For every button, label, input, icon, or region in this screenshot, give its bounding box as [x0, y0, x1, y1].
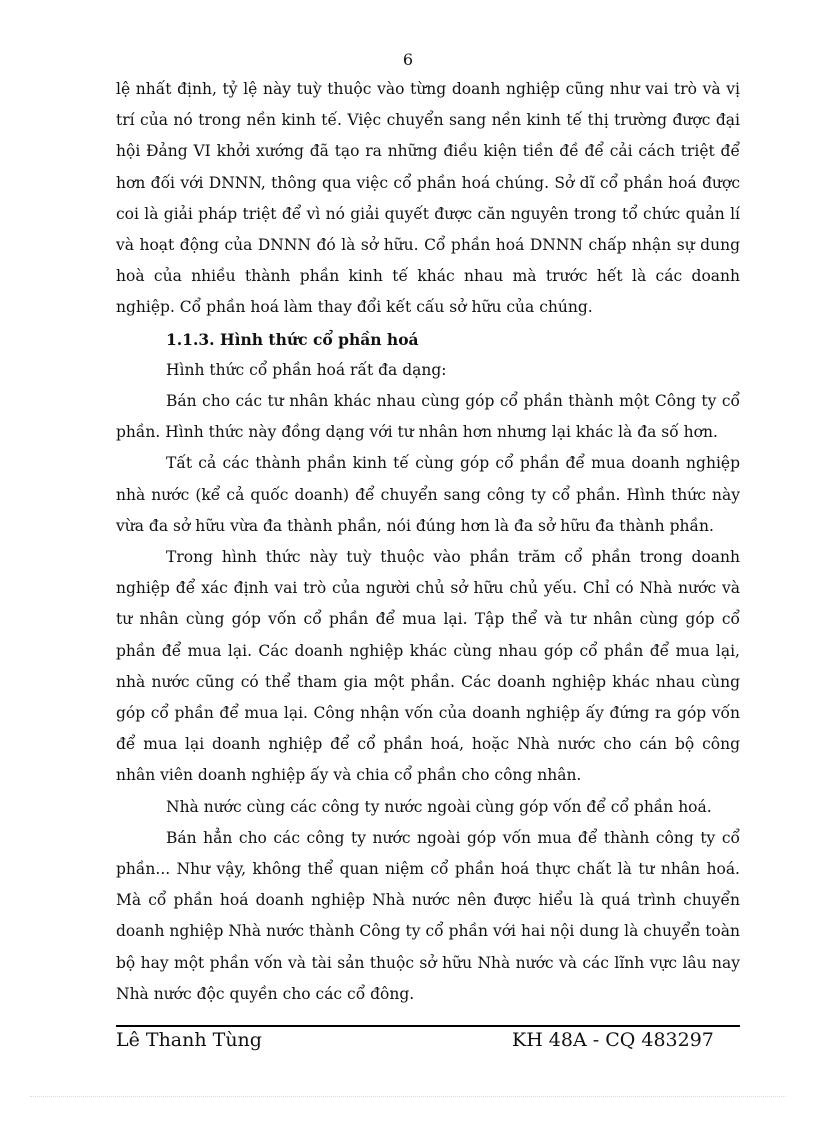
- paragraph-form-2: Tất cả các thành phần kinh tế cùng góp cổ phần để mua doanh nghiệp nhà nước (kể cả quốc doanh) để chuyển sang công ty cổ phần. Hình thức này vừa đa sở hữu vừa đa thành phần, nói đúng hơn là đa sở hữu đa thành phần.: [116, 454, 740, 535]
- footer-divider: [116, 1025, 740, 1027]
- document-body: [116, 74, 740, 1010]
- page-bottom-border: [30, 1096, 786, 1097]
- paragraph-form-1: Bán cho các tư nhân khác nhau cùng góp cổ phần thành một Công ty cổ phần. Hình thức này đồng dạng với tư nhân hơn nhưng lại khác là đa số hơn.: [116, 392, 740, 442]
- footer-author: Lê Thanh Tùng: [116, 1029, 262, 1051]
- paragraph-form-3: Nhà nước cùng các công ty nước ngoài cùng góp vốn để cổ phần hoá.: [166, 797, 712, 816]
- page-number: 6: [402, 50, 414, 69]
- paragraph-conclusion: Bán hẳn cho các công ty nước ngoài góp vốn mua để thành công ty cổ phần... Như vậy, không thể quan niệm cổ phần hoá thực chất là tư nhân hoá. Mà cổ phần hoá doanh nghiệp Nhà nước nên được hiểu là quá trình chuyển doanh nghiệp Nhà nước thành Công ty cổ phần với hai nội dung là chuyển toàn bộ hay một phần vốn và tài sản thuộc sở hữu Nhà nước và các lĩnh vực lâu nay Nhà nước độc quyền cho các cổ đông.: [116, 828, 740, 1003]
- paragraph-form-details: Trong hình thức này tuỳ thuộc vào phần trăm cổ phần trong doanh nghiệp để xác định vai trò của người chủ sở hữu chủ yếu. Chỉ có Nhà nước và tư nhân cùng góp vốn cổ phần để mua lại. Tập thể và tư nhân cùng góp cổ phần để mua lại. Các doanh nghiệp khác cùng nhau góp cổ phần để mua lại, nhà nước cũng có thể tham gia một phần. Các doanh nghiệp khác nhau cùng góp cổ phần để mua lại. Công nhận vốn của doanh nghiệp ấy đứng ra góp vốn để mua lại doanh nghiệp để cổ phần hoá, hoặc Nhà nước cho cán bộ công nhân viên doanh nghiệp ấy và chia cổ phần cho công nhân.: [116, 548, 740, 785]
- footer-class-code: KH 48A - CQ 483297: [512, 1029, 714, 1051]
- paragraph-continued: lệ nhất định, tỷ lệ này tuỳ thuộc vào từng doanh nghiệp cũng như vai trò và vị trí của nó trong nền kinh tế. Việc chuyển sang nền kinh tế thị trường được đại hội Đảng VI khởi xướng đã tạo ra những điều kiện tiền đề để cải cách triệt để hơn đối với DNNN, thông qua việc cổ phần hoá chúng. Sở dĩ cổ phần hoá được coi là giải pháp triệt để vì nó giải quyết được căn nguyên trong tổ chức quản lí và hoạt động của DNNN đó là sở hữu. Cổ phần hoá DNNN chấp nhận sự dung hoà của nhiều thành phần kinh tế khác nhau mà trước hết là các doanh nghiệp. Cổ phần hoá làm thay đổi kết cấu sở hữu của chúng.: [116, 80, 740, 317]
- section-heading: 1.1.3. Hình thức cổ phần hoá: [166, 329, 419, 349]
- paragraph-intro: Hình thức cổ phần hoá rất đa dạng:: [166, 360, 447, 379]
